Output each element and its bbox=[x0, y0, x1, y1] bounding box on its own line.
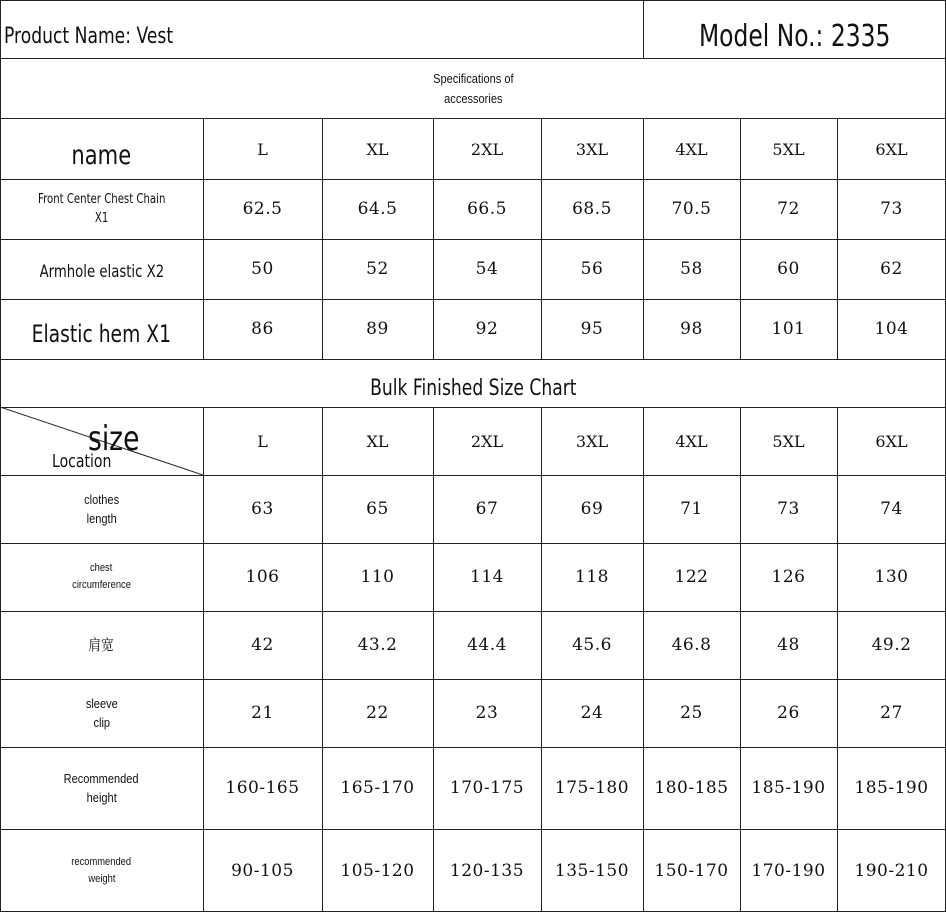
bulk-title bbox=[0, 359, 946, 407]
cell-value: 22 bbox=[366, 703, 389, 723]
size-label: 2XL bbox=[470, 139, 504, 159]
accessories-size-header-cell bbox=[837, 119, 946, 179]
bulk-size-header-cell bbox=[433, 407, 541, 475]
table-cell bbox=[203, 679, 322, 747]
table-cell bbox=[541, 747, 643, 829]
measurement-row-label bbox=[0, 679, 203, 747]
cell-value: 185-190 bbox=[751, 778, 826, 798]
cell-value: 54 bbox=[475, 259, 499, 279]
measurement-name-line2: weight bbox=[87, 872, 116, 885]
grid-hline bbox=[0, 747, 946, 748]
measurement-name: chest bbox=[90, 562, 113, 574]
grid-hline bbox=[0, 407, 946, 408]
grid-hline bbox=[0, 611, 946, 612]
grid-hline bbox=[0, 543, 946, 544]
cell-value: 114 bbox=[470, 567, 504, 587]
grid-vline bbox=[433, 118, 434, 359]
cell-value: 71 bbox=[680, 499, 703, 519]
table-cell bbox=[203, 747, 322, 829]
table-cell bbox=[433, 611, 541, 679]
grid-vline bbox=[322, 118, 323, 359]
table-cell bbox=[541, 829, 643, 912]
measurement-name: 肩宽 bbox=[88, 636, 115, 654]
bulk-title-text: Bulk Finished Size Chart bbox=[369, 375, 577, 401]
cell-value: 118 bbox=[575, 567, 609, 587]
table-cell bbox=[643, 829, 740, 912]
cell-value: 25 bbox=[680, 703, 703, 723]
cell-value: 170-190 bbox=[751, 860, 826, 881]
size-label: 6XL bbox=[875, 431, 908, 451]
grid-hline bbox=[0, 299, 946, 300]
accessories-title bbox=[0, 60, 946, 118]
table-cell bbox=[433, 543, 541, 611]
table-cell bbox=[643, 747, 740, 829]
grid-vline bbox=[643, 407, 644, 911]
table-cell bbox=[541, 543, 643, 611]
grid-hline bbox=[0, 239, 946, 240]
grid-hline bbox=[0, 0, 946, 1]
table-cell bbox=[433, 475, 541, 543]
product-name-text: Product Name: Vest bbox=[4, 23, 174, 49]
cell-value: 98 bbox=[680, 319, 703, 339]
accessory-name: Armhole elastic X2 bbox=[39, 261, 164, 282]
size-label: XL bbox=[366, 431, 389, 451]
measurement-name: sleeve bbox=[85, 696, 118, 711]
grid-hline bbox=[0, 475, 946, 476]
cell-value: 46.8 bbox=[671, 635, 712, 655]
grid-hline bbox=[0, 829, 946, 830]
table-cell bbox=[203, 179, 322, 239]
table-cell bbox=[740, 475, 837, 543]
table-cell bbox=[433, 679, 541, 747]
table-cell bbox=[643, 543, 740, 611]
table-cell bbox=[837, 239, 946, 299]
cell-value: 68.5 bbox=[572, 199, 612, 219]
table-cell bbox=[837, 543, 946, 611]
cell-value: 185-190 bbox=[854, 778, 929, 798]
cell-value: 60 bbox=[777, 259, 800, 279]
grid-vline bbox=[740, 407, 741, 911]
size-label: XL bbox=[366, 139, 389, 159]
cell-value: 105-120 bbox=[340, 860, 415, 881]
accessories-corner-text: name bbox=[71, 139, 132, 171]
cell-value: 150-170 bbox=[654, 860, 729, 881]
accessories-size-header-cell bbox=[740, 119, 837, 179]
bulk-size-header-cell bbox=[740, 407, 837, 475]
measurement-row-label bbox=[0, 611, 203, 679]
table-cell bbox=[837, 299, 946, 359]
size-label: 3XL bbox=[575, 139, 609, 159]
size-label: 4XL bbox=[675, 139, 708, 159]
table-cell bbox=[541, 611, 643, 679]
size-label: 5XL bbox=[772, 431, 805, 451]
table-cell bbox=[322, 179, 433, 239]
cell-value: 67 bbox=[475, 499, 499, 519]
table-cell bbox=[433, 747, 541, 829]
table-cell bbox=[837, 679, 946, 747]
table-cell bbox=[740, 747, 837, 829]
grid-vline bbox=[322, 407, 323, 911]
measurement-name: recommended bbox=[71, 855, 132, 868]
size-label: 2XL bbox=[470, 431, 504, 451]
table-cell bbox=[643, 179, 740, 239]
table-cell bbox=[322, 829, 433, 912]
table-cell bbox=[740, 829, 837, 912]
cell-value: 24 bbox=[580, 703, 604, 723]
table-cell bbox=[837, 475, 946, 543]
cell-value: 65 bbox=[366, 499, 389, 519]
cell-value: 66.5 bbox=[467, 199, 507, 219]
accessories-size-header-cell bbox=[203, 119, 322, 179]
grid-vline bbox=[203, 118, 204, 359]
table-cell bbox=[433, 239, 541, 299]
table-cell bbox=[740, 239, 837, 299]
table-cell bbox=[837, 179, 946, 239]
cell-value: 56 bbox=[580, 259, 604, 279]
table-cell bbox=[203, 543, 322, 611]
cell-value: 110 bbox=[360, 567, 395, 587]
measurement-name-line2: clip bbox=[93, 715, 110, 730]
accessories-size-header-cell bbox=[643, 119, 740, 179]
table-cell bbox=[740, 611, 837, 679]
cell-value: 86 bbox=[251, 319, 274, 339]
table-cell bbox=[740, 679, 837, 747]
measurement-name-line2: length bbox=[86, 511, 117, 526]
bulk-size-header-cell bbox=[322, 407, 433, 475]
table-cell bbox=[322, 239, 433, 299]
table-cell bbox=[322, 543, 433, 611]
cell-value: 42 bbox=[251, 635, 274, 655]
cell-value: 63 bbox=[251, 499, 274, 519]
table-cell bbox=[740, 299, 837, 359]
cell-value: 26 bbox=[777, 703, 800, 723]
accessories-corner-label bbox=[0, 119, 203, 179]
measurement-name: Recommended bbox=[64, 771, 139, 786]
cell-value: 74 bbox=[880, 499, 903, 519]
accessories-size-header-cell bbox=[433, 119, 541, 179]
cell-value: 62 bbox=[880, 259, 903, 279]
bulk-size-header-cell bbox=[643, 407, 740, 475]
cell-value: 45.6 bbox=[572, 635, 612, 655]
cell-value: 104 bbox=[874, 319, 909, 339]
table-cell bbox=[433, 299, 541, 359]
accessory-name: Front Center Chest Chain bbox=[37, 192, 166, 207]
table-cell bbox=[837, 829, 946, 912]
cell-value: 122 bbox=[674, 567, 709, 587]
table-cell bbox=[322, 299, 433, 359]
grid-hline bbox=[0, 679, 946, 680]
cell-value: 130 bbox=[874, 567, 909, 587]
grid-vline bbox=[433, 407, 434, 911]
bulk-corner-size: size bbox=[88, 419, 140, 459]
table-cell bbox=[643, 299, 740, 359]
size-label: 3XL bbox=[575, 431, 609, 451]
accessories-size-header-cell bbox=[541, 119, 643, 179]
grid-hline bbox=[0, 179, 946, 180]
cell-value: 95 bbox=[580, 319, 604, 339]
table-cell bbox=[837, 747, 946, 829]
accessories-title-line1: Specifications of bbox=[432, 71, 514, 86]
bulk-corner-location: Location bbox=[52, 451, 112, 472]
grid-vline bbox=[541, 118, 542, 359]
grid-vline bbox=[643, 118, 644, 359]
grid-vline bbox=[740, 118, 741, 359]
size-label: L bbox=[257, 139, 268, 159]
table-cell bbox=[643, 475, 740, 543]
grid-vline bbox=[643, 0, 644, 58]
cell-value: 43.2 bbox=[357, 635, 398, 655]
measurement-name-line2: circumference bbox=[72, 579, 131, 591]
model-number-text: Model No.: 2335 bbox=[698, 18, 891, 54]
accessory-row-label bbox=[0, 239, 203, 299]
accessory-name: Elastic hem X1 bbox=[31, 320, 172, 348]
grid-vline bbox=[837, 407, 838, 911]
table-cell bbox=[322, 475, 433, 543]
table-cell bbox=[203, 829, 322, 912]
accessory-row-label bbox=[0, 299, 203, 359]
cell-value: 49.2 bbox=[871, 635, 912, 655]
cell-value: 180-185 bbox=[654, 778, 729, 798]
cell-value: 190-210 bbox=[854, 860, 929, 881]
table-cell bbox=[740, 543, 837, 611]
accessories-title-line2: accessories bbox=[443, 91, 503, 106]
table-cell bbox=[433, 179, 541, 239]
table-cell bbox=[541, 679, 643, 747]
grid-vline bbox=[837, 118, 838, 359]
cell-value: 170-175 bbox=[449, 778, 525, 798]
measurement-row-label bbox=[0, 475, 203, 543]
accessory-name-line2: X1 bbox=[94, 211, 109, 226]
table-cell bbox=[322, 611, 433, 679]
cell-value: 27 bbox=[880, 703, 903, 723]
cell-value: 92 bbox=[475, 319, 499, 339]
cell-value: 48 bbox=[777, 635, 800, 655]
cell-value: 106 bbox=[245, 567, 280, 587]
table-cell bbox=[322, 679, 433, 747]
bulk-size-header-cell bbox=[203, 407, 322, 475]
table-cell bbox=[203, 475, 322, 543]
cell-value: 62.5 bbox=[242, 199, 283, 219]
cell-value: 64.5 bbox=[357, 199, 398, 219]
cell-value: 70.5 bbox=[671, 199, 712, 219]
table-cell bbox=[541, 179, 643, 239]
measurement-row-label bbox=[0, 747, 203, 829]
table-cell bbox=[740, 179, 837, 239]
cell-value: 50 bbox=[251, 259, 274, 279]
size-label: L bbox=[257, 431, 268, 451]
cell-value: 58 bbox=[680, 259, 703, 279]
cell-value: 69 bbox=[580, 499, 604, 519]
cell-value: 72 bbox=[777, 199, 800, 219]
table-cell bbox=[643, 679, 740, 747]
cell-value: 73 bbox=[777, 499, 800, 519]
cell-value: 175-180 bbox=[554, 778, 630, 798]
cell-value: 21 bbox=[251, 703, 274, 723]
cell-value: 73 bbox=[880, 199, 903, 219]
table-cell bbox=[643, 239, 740, 299]
table-cell bbox=[837, 611, 946, 679]
accessories-size-header-cell bbox=[322, 119, 433, 179]
table-cell bbox=[541, 299, 643, 359]
cell-value: 165-170 bbox=[340, 778, 415, 798]
cell-value: 52 bbox=[366, 259, 389, 279]
grid-vline bbox=[541, 407, 542, 911]
grid-hline bbox=[0, 118, 946, 119]
cell-value: 135-150 bbox=[554, 860, 630, 881]
table-cell bbox=[203, 299, 322, 359]
table-cell bbox=[203, 239, 322, 299]
size-label: 4XL bbox=[675, 431, 708, 451]
table-cell bbox=[433, 829, 541, 912]
table-cell bbox=[541, 239, 643, 299]
cell-value: 23 bbox=[475, 703, 499, 723]
grid-vline bbox=[203, 407, 204, 911]
table-cell bbox=[643, 611, 740, 679]
cell-value: 160-165 bbox=[225, 778, 300, 798]
bulk-corner bbox=[0, 407, 203, 475]
cell-value: 120-135 bbox=[449, 860, 525, 881]
product-name bbox=[4, 14, 404, 58]
cell-value: 101 bbox=[771, 319, 806, 339]
bulk-size-header-cell bbox=[541, 407, 643, 475]
table-cell bbox=[322, 747, 433, 829]
table-cell bbox=[203, 611, 322, 679]
measurement-name-line2: height bbox=[86, 790, 117, 805]
measurement-row-label bbox=[0, 829, 203, 912]
model-number bbox=[643, 14, 946, 58]
grid-hline bbox=[0, 58, 946, 59]
size-label: 6XL bbox=[875, 139, 908, 159]
bulk-size-header-cell bbox=[837, 407, 946, 475]
cell-value: 126 bbox=[771, 567, 806, 587]
size-label: 5XL bbox=[772, 139, 805, 159]
measurement-name: clothes bbox=[83, 492, 120, 507]
table-cell bbox=[541, 475, 643, 543]
cell-value: 44.4 bbox=[467, 635, 507, 655]
grid-vline bbox=[0, 0, 1, 912]
cell-value: 90-105 bbox=[231, 860, 294, 881]
grid-hline bbox=[0, 359, 946, 360]
cell-value: 89 bbox=[366, 319, 389, 339]
accessory-row-label bbox=[0, 179, 203, 239]
measurement-row-label bbox=[0, 543, 203, 611]
